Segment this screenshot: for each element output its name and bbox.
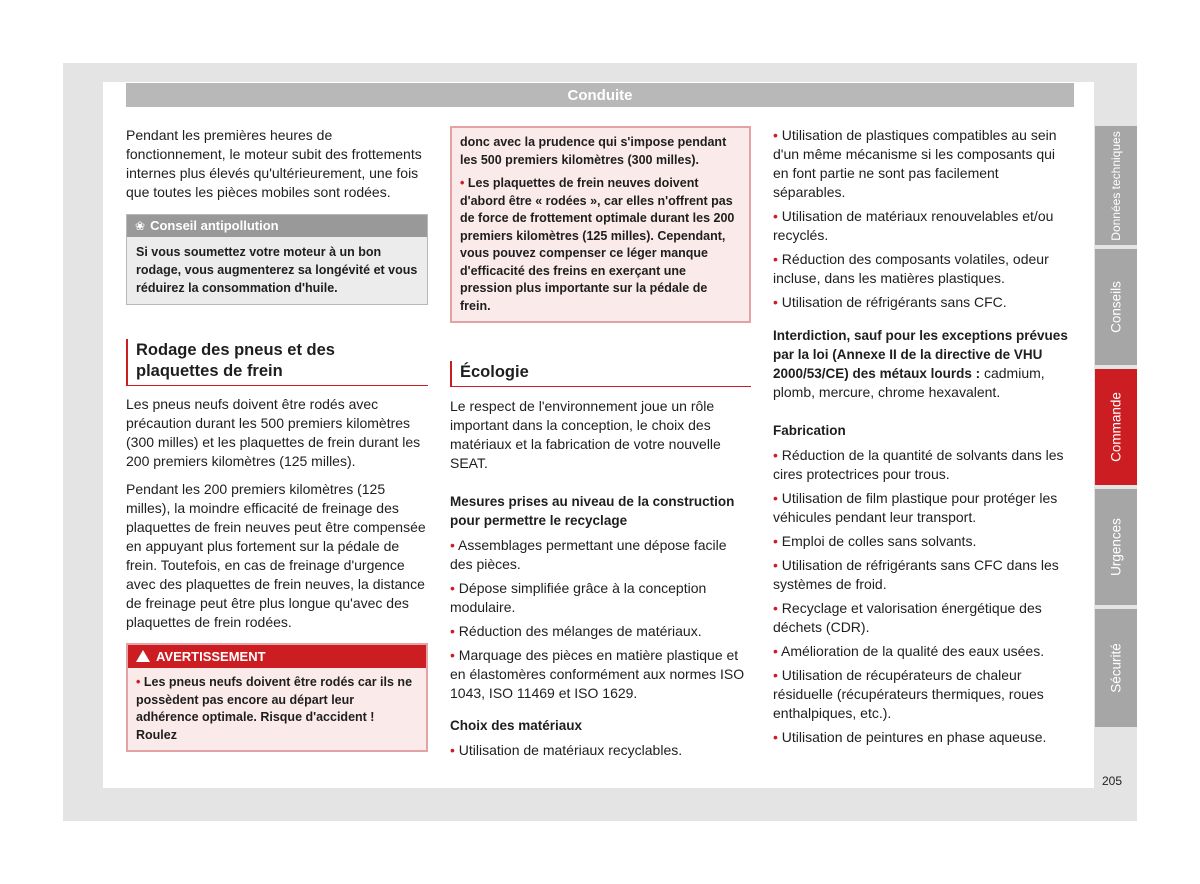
- bullet-icon: •: [450, 623, 455, 639]
- bullet-icon: •: [773, 533, 778, 549]
- bullet-icon: •: [773, 127, 778, 143]
- bullet-icon: •: [773, 557, 778, 573]
- list-item: [450, 536, 751, 574]
- warning-text: Les pneus neufs doivent être rodés car ils ne possèdent pas encore au départ leur adhérence optimale. Risque d'accident ! Roulez: [136, 675, 413, 742]
- list-item: [773, 250, 1073, 288]
- list-item-text: Réduction des composants volatiles, odeur incluse, dans les matières plastiques.: [773, 251, 1049, 286]
- list-fabrication: [773, 446, 1073, 747]
- list-item-text: Utilisation de réfrigérants sans CFC.: [781, 294, 1007, 310]
- warning-header: [128, 645, 426, 668]
- rodage-paragraph-2: Pendant les 200 premiers kilomètres (125 milles), la moindre efficacité de freinage des plaquettes de frein neuves peut être compensée en appuyant plus fortement sur la pédale de frein. Toutefois, en cas de freinage d'urgence avec des plaquettes de frein neuves, la distance de freinage peut être plus longue qu'avec des plaquettes de frein rodées.: [126, 481, 426, 630]
- list-item-text: Réduction des mélanges de matériaux.: [458, 623, 702, 639]
- list-item: [773, 642, 1073, 661]
- bullet-icon: •: [773, 643, 778, 659]
- subhead-fabrication: Fabrication: [773, 423, 846, 438]
- bullet-icon: •: [460, 176, 465, 190]
- side-tab-label: Conseils: [1108, 281, 1124, 333]
- warning-box-continued: [450, 126, 751, 323]
- list-item-text: Réduction de la quantité de solvants dans les cires protectrices pour trous.: [773, 447, 1064, 482]
- column-2: [450, 126, 751, 760]
- list-item-text: Assemblages permettant une dépose facile des pièces.: [450, 537, 727, 572]
- warning-cont-text-1: donc avec la prudence qui s'impose pendant les 500 premiers kilomètres (300 milles).: [460, 135, 727, 167]
- list-item-text: Utilisation de peintures en phase aqueuse.: [781, 729, 1047, 745]
- bullet-icon: •: [450, 580, 455, 596]
- flower-icon: ❀: [135, 219, 146, 233]
- warning-triangle-icon: [136, 650, 150, 662]
- section-title-ecologie: Écologie: [450, 361, 751, 387]
- bullet-icon: •: [450, 647, 455, 663]
- list-item: [450, 741, 751, 760]
- warning-body: [128, 668, 426, 750]
- bullet-icon: •: [450, 537, 455, 553]
- bullet-icon: •: [773, 294, 778, 310]
- bullet-icon: •: [773, 490, 778, 506]
- column-1: [126, 126, 428, 752]
- list-item: [773, 728, 1073, 747]
- list-item-text: Utilisation de film plastique pour protéger les véhicules pendant leur transport.: [773, 490, 1058, 525]
- list-item-text: Utilisation de réfrigérants sans CFC dans les systèmes de froid.: [773, 557, 1059, 592]
- chapter-header: Conduite: [126, 83, 1074, 107]
- eco-tip-body: Si vous soumettez votre moteur à un bon rodage, vous augmenterez sa longévité et vous réduirez la consommation d'huile.: [136, 245, 418, 295]
- page-number: 205: [1101, 774, 1122, 788]
- side-tab-conseils[interactable]: [1095, 249, 1137, 365]
- list-item: [773, 532, 1073, 551]
- list-item-text: Utilisation de récupérateurs de chaleur résiduelle (récupérateurs thermiques, roues enthalpiques, etc.).: [773, 667, 1044, 721]
- list-item-text: Amélioration de la qualité des eaux usées.: [781, 643, 1045, 659]
- list-plastiques: [773, 126, 1073, 312]
- warning-title: AVERTISSEMENT: [156, 649, 266, 664]
- list-item-text: Utilisation de matériaux renouvelables et/ou recyclés.: [773, 208, 1054, 243]
- list-item: [450, 579, 751, 617]
- warning-body-continued: [452, 128, 749, 321]
- interdiction-rest: cadmium, plomb, mercure, chrome hexavalent.: [773, 365, 1045, 400]
- intro-paragraph: Pendant les premières heures de fonctionnement, le moteur subit des frottements internes plus élevés qu'ultérieurement, une fois que toutes les pièces mobiles sont rodées.: [126, 127, 422, 200]
- bullet-icon: •: [773, 251, 778, 267]
- side-tab-donnees-techniques[interactable]: [1095, 126, 1137, 245]
- list-item-text: Utilisation de matériaux recyclables.: [458, 742, 683, 758]
- warning-cont-text-2: Les plaquettes de frein neuves doivent d'abord être « rodées », car elles n'offrent pas de force de frottement optimale durant les 200 premiers kilomètres (125 milles). Cependant, vous pouvez compenser ce léger manque d'efficacité des freins en exerçant une pression plus importante sur la pédale de frein.: [460, 176, 735, 313]
- list-materiaux: [450, 741, 751, 760]
- list-item-text: Dépose simplifiée grâce à la conception modulaire.: [450, 580, 707, 615]
- bullet-icon: •: [450, 742, 455, 758]
- side-tab-label: Données techniques: [1109, 130, 1123, 241]
- side-tab-label: Urgences: [1108, 518, 1124, 576]
- bullet-icon: •: [773, 208, 778, 224]
- rodage-paragraph-1: Les pneus neufs doivent être rodés avec précaution durant les 500 premiers kilomètres (300 milles) et les plaquettes de frein durant les 200 premiers kilomètres (125 milles).: [126, 396, 421, 469]
- side-tab-commande[interactable]: [1095, 369, 1137, 485]
- eco-tip-title: Conseil antipollution: [150, 218, 279, 233]
- list-recyclage: [450, 536, 751, 703]
- list-item: [773, 489, 1073, 527]
- list-item: [773, 207, 1073, 245]
- section-title-rodage: Rodage des pneus et des plaquettes de frein: [126, 339, 428, 386]
- eco-tip-header: [127, 215, 427, 237]
- interdiction-paragraph: [773, 326, 1073, 402]
- list-item: [773, 126, 1073, 202]
- bullet-icon: •: [773, 729, 778, 745]
- subhead-materiaux: Choix des matériaux: [450, 718, 583, 733]
- side-tab-label: Sécurité: [1108, 643, 1124, 693]
- ecologie-intro: Le respect de l'environnement joue un rôle important dans la conception, le choix des matériaux et la fabrication de votre nouvelle SEAT.: [450, 398, 721, 471]
- list-item-text: Marquage des pièces en matière plastique et en élastomères conformément aux normes ISO 1043, ISO 11469 et ISO 1629.: [450, 647, 745, 701]
- list-item: [773, 446, 1073, 484]
- list-item: [773, 599, 1073, 637]
- eco-tip-box: [126, 214, 428, 305]
- list-item: [450, 622, 751, 641]
- list-item-text: Recyclage et valorisation énergétique des déchets (CDR).: [773, 600, 1042, 635]
- bullet-icon: •: [773, 667, 778, 683]
- bullet-icon: •: [773, 447, 778, 463]
- list-item: [773, 556, 1073, 594]
- side-tab-label: Commande: [1108, 392, 1124, 462]
- list-item-text: Utilisation de plastiques compatibles au sein d'un même mécanisme si les composants qui en font partie ne sont pas facilement séparables.: [773, 127, 1057, 200]
- side-tab-securite[interactable]: [1095, 609, 1137, 727]
- column-3: [773, 126, 1073, 747]
- list-item-text: Emploi de colles sans solvants.: [781, 533, 977, 549]
- interdiction-bold: Interdiction, sauf pour les exceptions prévues par la loi (Annexe II de la directive de VHU 2000/53/CE) des métaux lourds :: [773, 328, 1068, 381]
- list-item: [450, 646, 751, 703]
- list-item: [773, 293, 1073, 312]
- side-tab-urgences[interactable]: [1095, 489, 1137, 605]
- warning-box: [126, 643, 428, 752]
- bullet-icon: •: [136, 675, 141, 689]
- subhead-recyclage: Mesures prises au niveau de la construction pour permettre le recyclage: [450, 494, 735, 528]
- bullet-icon: •: [773, 600, 778, 616]
- list-item: [773, 666, 1073, 723]
